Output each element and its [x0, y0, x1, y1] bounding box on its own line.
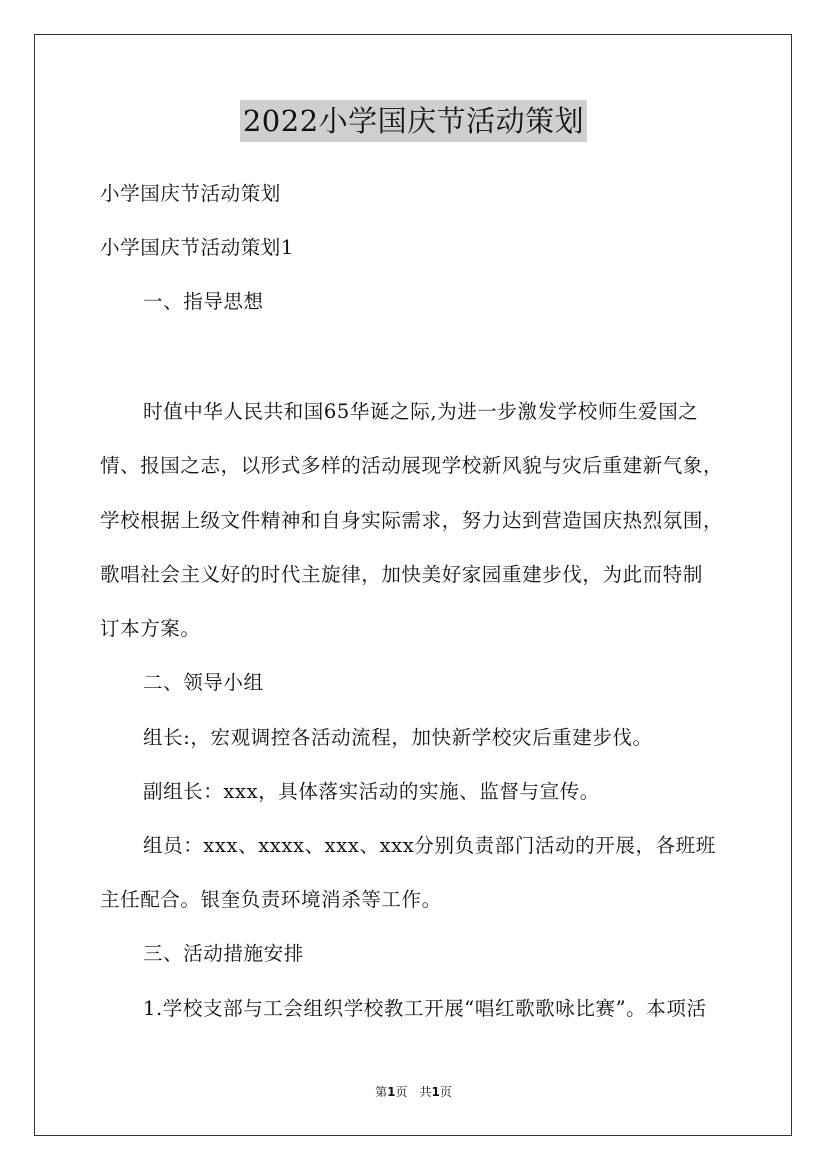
text-line-paragraph: 1.学校支部与工会组织学校教工开展“唱红歌歌咏比赛”。本项活 — [143, 997, 707, 1020]
text-line-paragraph: 组长:，宏观调控各活动流程，加快新学校灾后重建步伐。 — [143, 726, 653, 749]
footer-total-suffix: 页 — [439, 1085, 452, 1099]
text-line-paragraph: 情、报国之志，以形式多样的活动展现学校新风貌与灾后重建新气象， — [100, 454, 724, 477]
footer-total-prefix: 共 — [419, 1085, 432, 1099]
text-line-heading-leadership: 二、领导小组 — [143, 671, 264, 694]
text-line-paragraph: 订本方案。 — [100, 617, 201, 640]
title-container — [0, 100, 827, 142]
footer-page-suffix: 页 — [395, 1085, 408, 1099]
text-line-paragraph: 歌唱社会主义好的时代主旋律，加快美好家园重建步伐，为此而特制 — [100, 563, 704, 586]
footer-page-number: 1 — [387, 1085, 396, 1099]
page-footer — [0, 1084, 827, 1100]
footer-page-prefix: 第 — [375, 1085, 388, 1099]
document-title: 2022小学国庆节活动策划 — [240, 100, 587, 142]
text-line-paragraph: 主任配合。银奎负责环境消杀等工作。 — [100, 888, 442, 911]
text-line-heading-measures: 三、活动措施安排 — [143, 942, 304, 965]
text-line-paragraph: 学校根据上级文件精神和自身实际需求，努力达到营造国庆热烈氛围， — [100, 509, 724, 532]
text-line-section-heading: 小学国庆节活动策划1 — [100, 236, 294, 259]
footer-total-pages: 1 — [431, 1085, 440, 1099]
text-line-doc-heading: 小学国庆节活动策划 — [100, 182, 281, 205]
text-line-heading-guiding: 一、指导思想 — [143, 290, 264, 313]
text-line-paragraph: 副组长：xxx，具体落实活动的实施、监督与宣传。 — [143, 780, 600, 803]
text-line-paragraph: 组员：xxx、xxxx、xxx、xxx分别负责部门活动的开展，各班班 — [143, 834, 716, 857]
text-line-paragraph: 时值中华人民共和国65华诞之际,为进一步激发学校师生爱国之 — [143, 400, 699, 423]
